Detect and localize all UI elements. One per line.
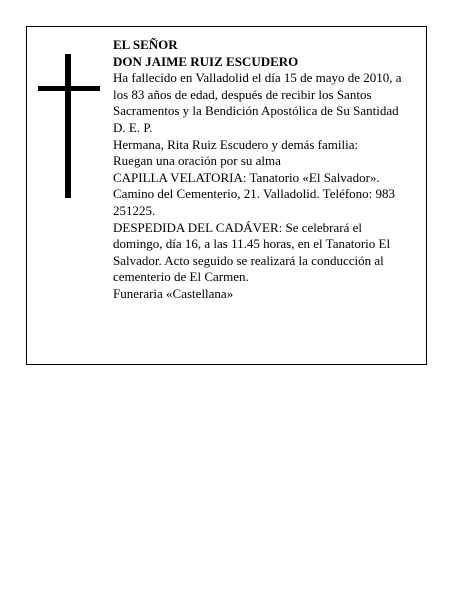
funeral-line: domingo, día 16, a las 11.45 horas, en el Tanatorio El	[113, 236, 391, 252]
funeral-line: Salvador. Acto seguido se realizará la conducción al	[113, 252, 384, 268]
chapel-line: 251225.	[113, 202, 156, 218]
funeral-home-line: Funeraria «Castellana»	[113, 285, 234, 301]
death-notice-line: los 83 años de edad, después de recibir los Santos	[113, 86, 372, 102]
funeral-line: cementerio de El Carmen.	[113, 269, 249, 285]
death-notice-line: Sacramentos y la Bendición Apostólica de Su Santidad	[113, 103, 399, 119]
family-line: Hermana, Rita Ruiz Escudero y demás familia:	[113, 136, 359, 152]
chapel-line: CAPILLA VELATORIA: Tanatorio «El Salvador».	[113, 169, 380, 185]
prayer-request-line: Ruegan una oración por su alma	[113, 153, 281, 169]
cross-vertical-bar	[65, 54, 71, 198]
chapel-line: Camino del Cementerio, 21. Valladolid. Teléfono: 983	[113, 186, 396, 202]
heading-line-1: EL SEÑOR	[113, 37, 178, 52]
obituary-text	[113, 37, 425, 303]
death-notice-line: Ha fallecido en Valladolid el día 15 de mayo de 2010, a	[113, 70, 402, 86]
death-notice-line: D. E. P.	[113, 119, 153, 135]
cross-icon	[38, 54, 100, 198]
deceased-name: DON JAIME RUIZ ESCUDERO	[113, 53, 299, 69]
cross-horizontal-bar	[38, 86, 100, 91]
funeral-line: DESPEDIDA DEL CADÁVER: Se celebrará el	[113, 219, 362, 235]
